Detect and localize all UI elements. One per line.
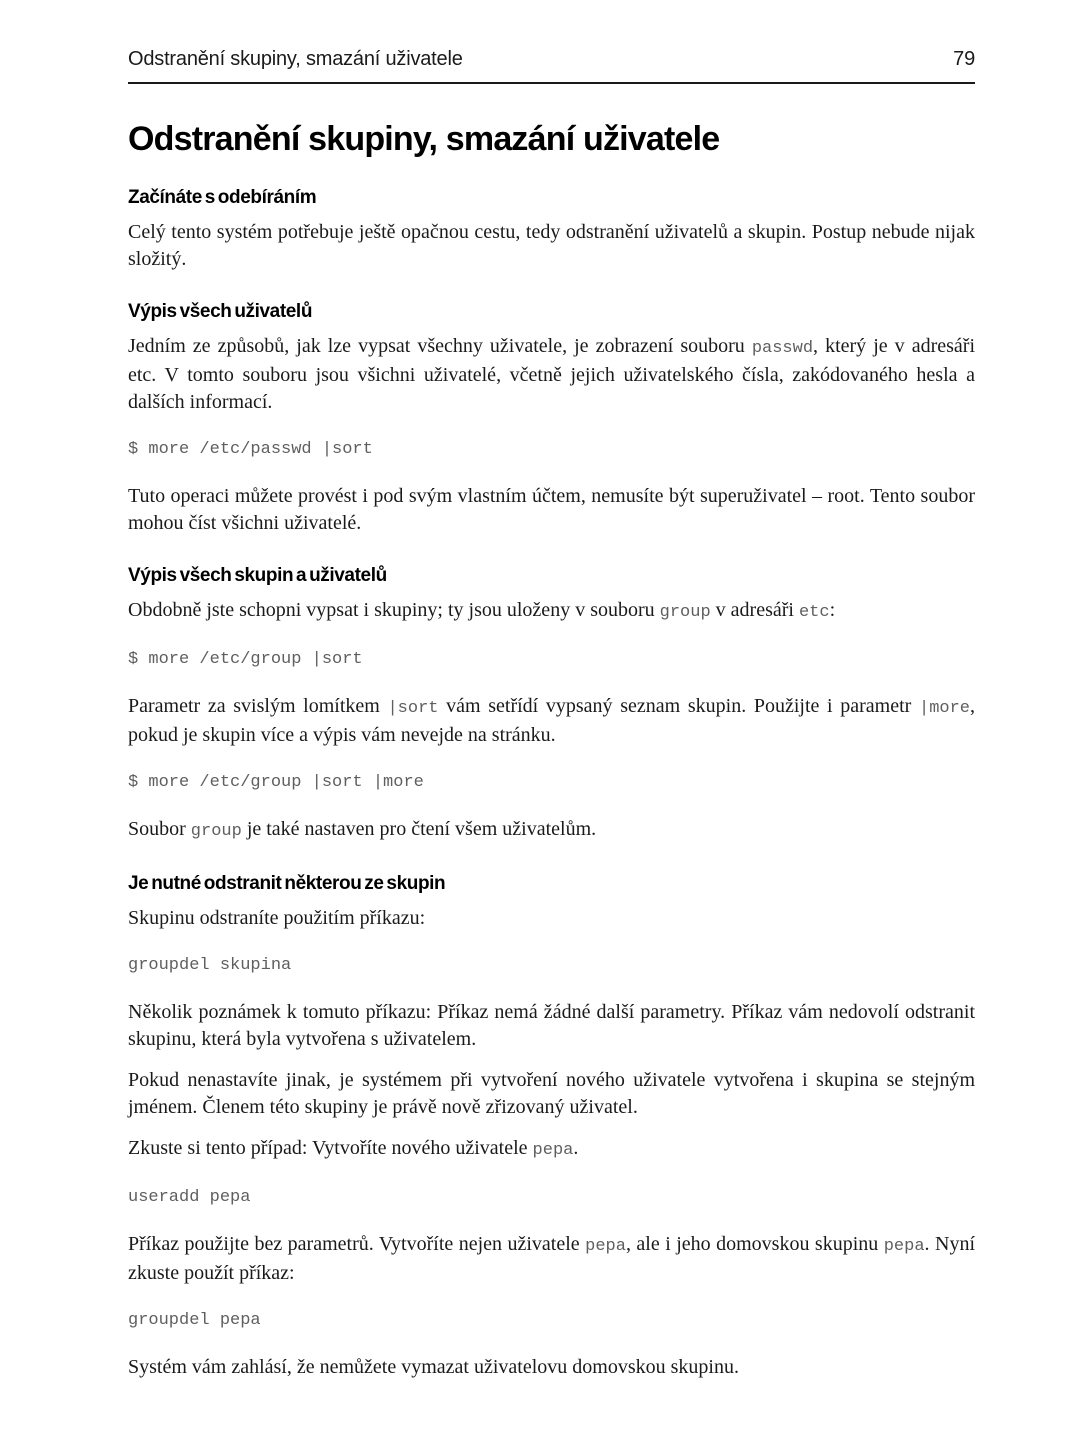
body-paragraph <box>128 1135 975 1164</box>
text-segment: Zkuste si tento případ: Vytvoříte nového uživatele <box>128 1137 533 1159</box>
body-paragraph <box>128 693 975 749</box>
code-line: $ more /etc/group |sort <box>128 650 363 669</box>
text-segment: Pokud nenastavíte jinak, je systémem při vytvoření nového uživatele vytvořena i skupina se stejným jménem. Členem této skupiny je právě nově zřizovaný uživatel. <box>128 1069 975 1118</box>
inline-code: group <box>659 603 711 622</box>
inline-code: |sort <box>387 699 439 718</box>
inline-code: passwd <box>751 339 814 358</box>
running-header-title: Odstranění skupiny, smazání uživatele <box>128 48 463 70</box>
text-segment: v adresáři <box>710 599 799 621</box>
body-paragraph <box>128 483 975 537</box>
page-number: 79 <box>953 48 975 70</box>
body-paragraph <box>128 816 975 845</box>
text-segment: . <box>573 1137 579 1159</box>
inline-code: |more <box>919 699 971 718</box>
text-segment: je také nastaven pro čtení všem uživatelům. <box>241 818 597 840</box>
code-line: groupdel pepa <box>128 1311 261 1330</box>
body-paragraph <box>128 597 975 626</box>
text-segment: Soubor <box>128 818 191 840</box>
text-segment: Parametr za svislým lomítkem <box>128 695 388 717</box>
body-paragraph <box>128 333 975 416</box>
inline-code: pepa <box>532 1141 574 1160</box>
text-segment: Systém vám zahlásí, že nemůžete vymazat uživatelovu domovskou skupinu. <box>128 1356 739 1378</box>
running-header <box>128 48 975 84</box>
section-heading: Výpis všech uživatelů <box>128 301 313 322</box>
text-segment: vám setřídí vypsaný seznam skupin. Použijte i parametr <box>438 695 919 717</box>
body-paragraph <box>128 905 975 932</box>
text-segment: Několik poznámek k tomuto příkazu: Příkaz nemá žádné další parametry. Příkaz vám nedovolí odstranit skupinu, která byla vytvořena s uživatelem. <box>128 1001 975 1050</box>
inline-code: etc <box>798 603 830 622</box>
inline-code: group <box>190 822 242 841</box>
text-segment: , který je v adresáři etc. V tomto souboru jsou všichni uživatelé, včetně jejich uživatelského čísla, zakódovaného hesla a dalších informací. <box>128 335 975 413</box>
text-segment: Celý tento systém potřebuje ještě opačnou cestu, tedy odstranění uživatelů a skupin. Postup nebude nijak složitý. <box>128 221 975 270</box>
text-segment: Příkaz použijte bez parametrů. Vytvoříte nejen uživatele <box>128 1233 586 1255</box>
text-segment: , ale i jeho domovskou skupinu <box>625 1233 884 1255</box>
body-paragraph <box>128 219 975 273</box>
code-line: $ more /etc/passwd |sort <box>128 440 373 459</box>
inline-code: pepa <box>883 1237 925 1256</box>
text-segment: . Nyní zkuste použít příkaz: <box>128 1233 975 1284</box>
chapter-body <box>128 187 975 1381</box>
text-segment: Tuto operaci můžete provést i pod svým vlastním účtem, nemusíte být superuživatel – root. Tento soubor mohou číst všichni uživatelé. <box>128 485 975 534</box>
inline-code: pepa <box>585 1237 626 1256</box>
body-paragraph <box>128 1067 975 1121</box>
section-heading: Výpis všech skupin a uživatelů <box>128 565 387 586</box>
code-line: groupdel skupina <box>128 956 292 975</box>
code-line: $ more /etc/group |sort |more <box>128 773 424 792</box>
body-paragraph <box>128 999 975 1053</box>
section-heading: Je nutné odstranit některou ze skupin <box>128 873 446 894</box>
text-segment: Obdobně jste schopni vypsat i skupiny; ty jsou uloženy v souboru <box>128 599 660 621</box>
chapter-title: Odstranění skupiny, smazání uživatele <box>128 120 720 158</box>
body-paragraph <box>128 1231 975 1287</box>
text-segment: , pokud je skupin více a výpis vám nevejde na stránku. <box>128 695 976 746</box>
text-segment: : <box>829 599 836 621</box>
code-line: useradd pepa <box>128 1188 251 1207</box>
text-segment: Skupinu odstraníte použitím příkazu: <box>128 907 426 929</box>
section-heading: Začínáte s odebíráním <box>128 187 317 208</box>
text-segment: Jedním ze způsobů, jak lze vypsat všechny uživatele, je zobrazení souboru <box>128 335 752 357</box>
body-paragraph <box>128 1354 975 1381</box>
